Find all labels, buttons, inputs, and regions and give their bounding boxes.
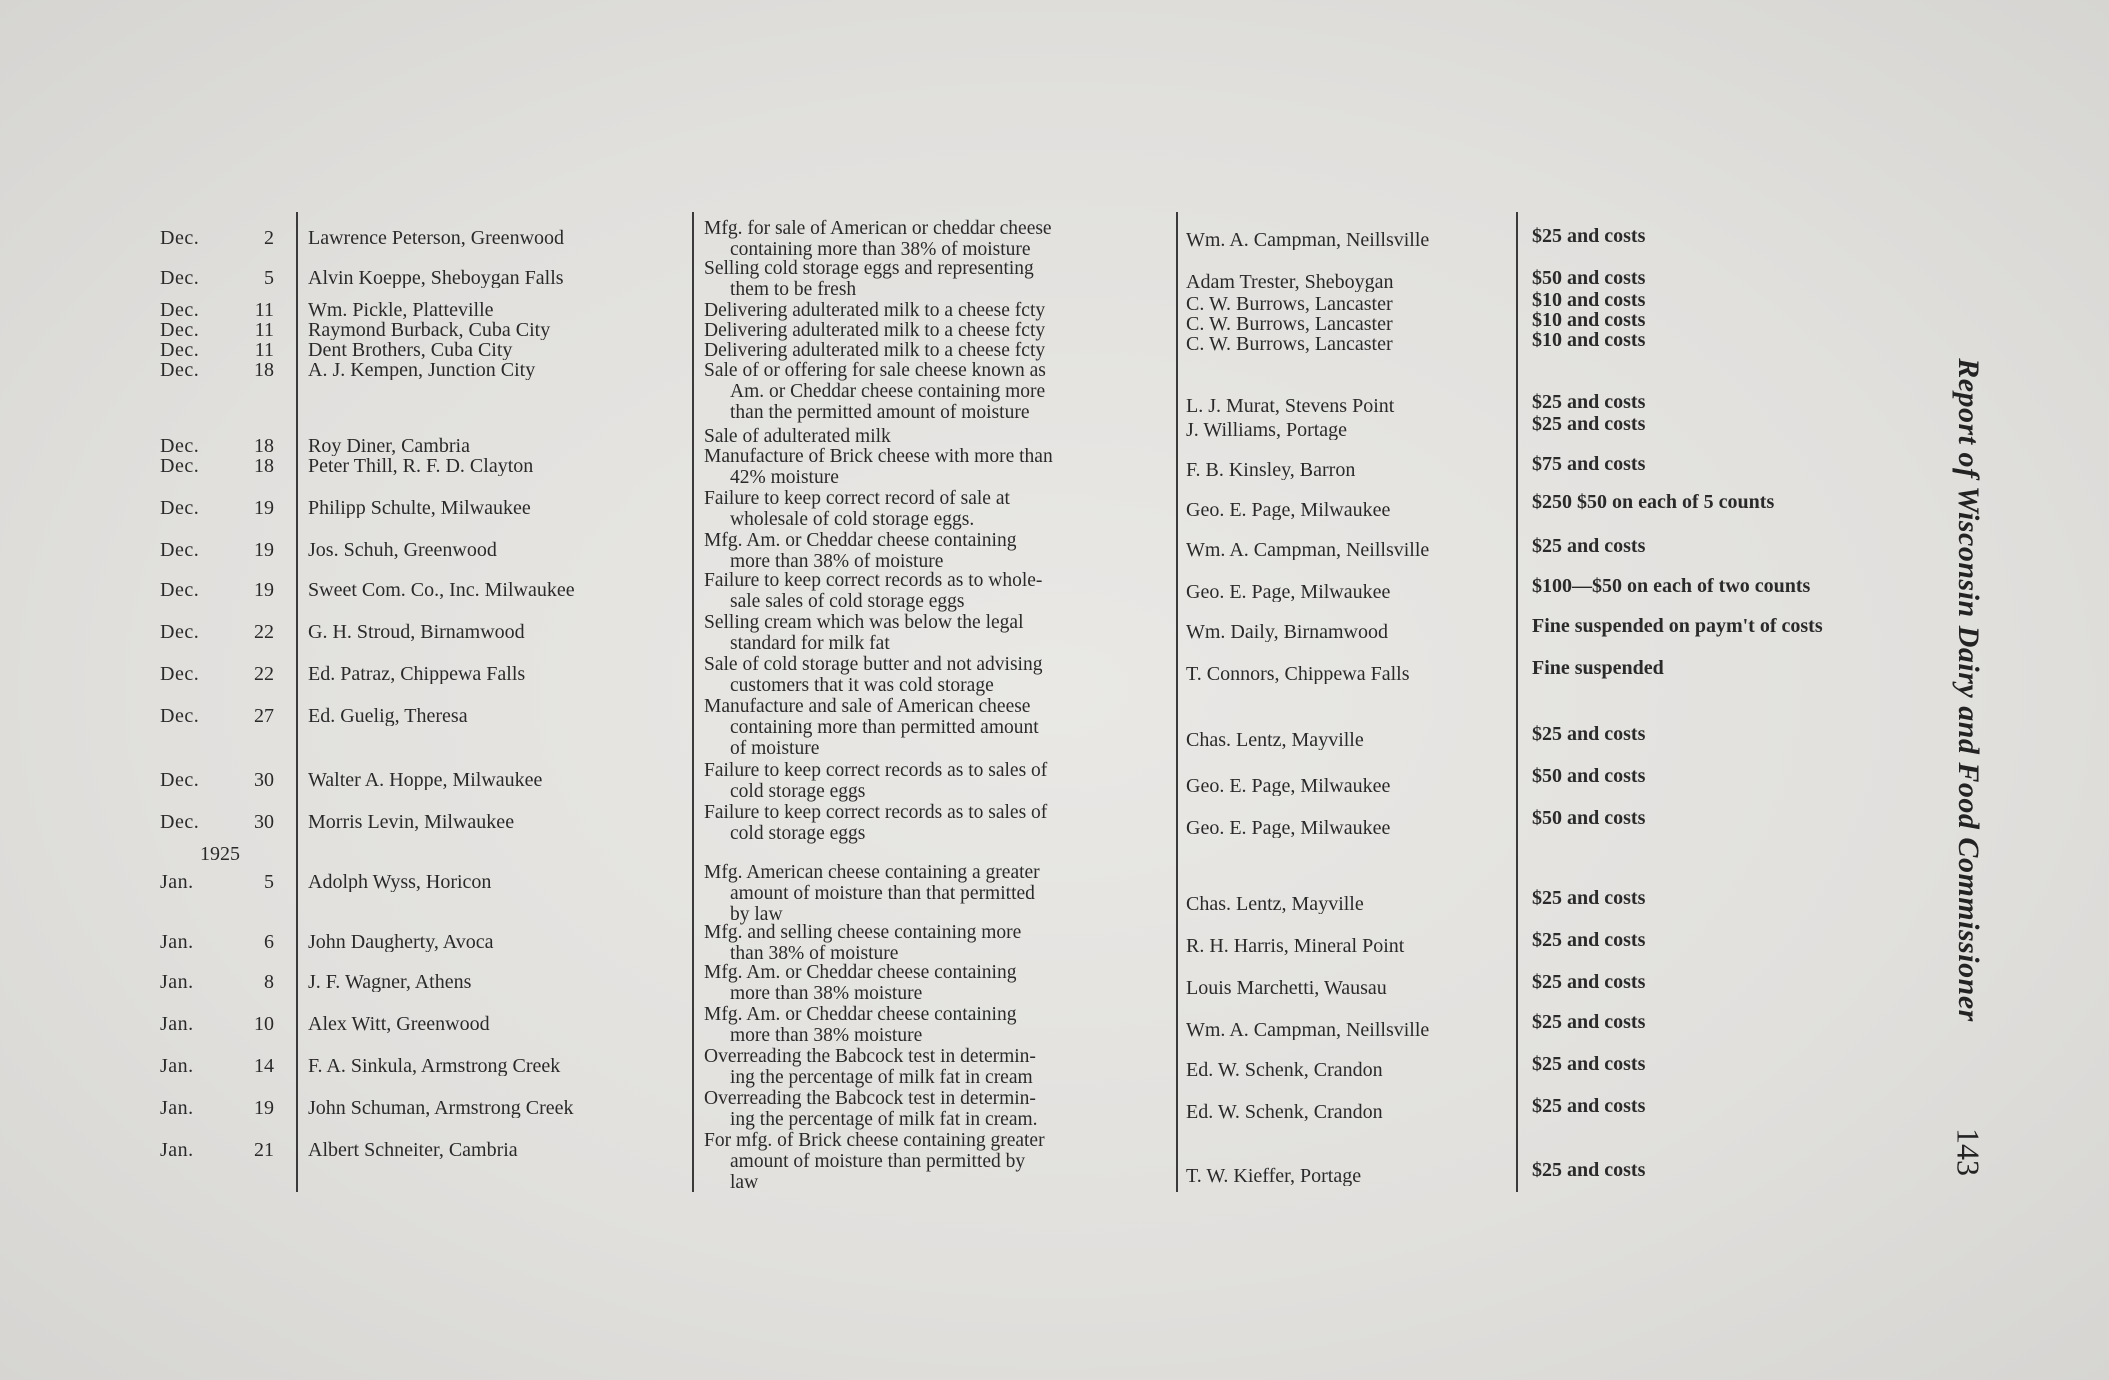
row-defendant [308,706,686,726]
row-charge [704,696,1169,759]
charge-line: Sale of cold storage butter and not advising [704,654,1043,675]
row-day: 30 [254,769,274,791]
charge-line: Sale of or offering for sale cheese known as [704,360,1046,381]
defendant-name: Ed. Guelig, Theresa [308,706,468,726]
row-disposition: Fine suspended on paym't of costs [1532,615,1823,637]
charge-line: Failure to keep correct record of sale at [704,488,1010,509]
inspector-name: T. W. Kieffer, Portage [1186,1166,1362,1186]
row-inspector [1186,396,1516,416]
inspector-name: F. B. Kinsley, Barron [1186,460,1356,480]
row-day: 11 [254,319,274,341]
row-day: 11 [254,339,274,361]
row-charge [704,360,1169,423]
row-defendant [308,580,686,600]
row-month: Dec. [160,705,200,727]
inspector-name: Wm. Daily, Birnamwood [1186,622,1389,642]
row-defendant [308,770,686,790]
defendant-name: Alvin Koeppe, Sheboygan Falls [308,268,564,288]
charge-line: Mfg. for sale of American or cheddar cheese [704,218,1052,239]
row-month: Dec. [160,539,200,561]
charge-line: Manufacture of Brick cheese with more than [704,446,1053,467]
row-inspector [1186,818,1516,838]
row-disposition: $25 and costs [1532,971,1646,993]
row-defendant [308,268,686,288]
row-charge [704,862,1169,925]
row-day: 19 [254,579,274,601]
row-inspector [1186,776,1516,796]
inspector-name: C. W. Burrows, Lancaster [1186,294,1393,314]
charge-line: Delivering adulterated milk to a cheese fcty [704,300,1046,321]
inspector-name: Wm. A. Campman, Neillsville [1186,230,1430,250]
row-inspector [1186,1102,1516,1122]
row-month: Dec. [160,769,200,791]
row-month: Jan. [160,1139,194,1161]
row-inspector [1186,230,1516,250]
row-day: 14 [254,1055,274,1077]
charge-line: Mfg. Am. or Cheddar cheese containing [704,962,1017,983]
charge-line: amount of moisture than that permitted [730,883,1035,904]
column-rule-inspector [1516,212,1518,1192]
charge-line: cold storage eggs [730,781,866,802]
charge-line: Selling cold storage eggs and representing [704,258,1034,279]
charge-line: containing more than 38% of moisture [730,239,1031,260]
defendant-name: John Schuman, Armstrong Creek [308,1098,574,1118]
charge-line: Manufacture and sale of American cheese [704,696,1031,717]
charge-line: Failure to keep correct records as to whole- [704,570,1043,591]
defendant-name: Wm. Pickle, Platteville [308,300,494,320]
charge-line: more than 38% moisture [730,983,923,1004]
row-day: 22 [254,663,274,685]
row-disposition: $25 and costs [1532,1011,1646,1033]
row-defendant [308,1014,686,1034]
charge-line: standard for milk fat [730,633,890,654]
row-month: Dec. [160,497,200,519]
row-charge [704,570,1169,612]
row-defendant [308,932,686,952]
row-disposition: $25 and costs [1532,535,1646,557]
row-inspector [1186,1020,1516,1040]
row-charge [704,922,1169,964]
defendant-name: F. A. Sinkula, Armstrong Creek [308,1056,561,1076]
inspector-name: T. Connors, Chippewa Falls [1186,664,1410,684]
row-day: 27 [254,705,274,727]
row-disposition: $50 and costs [1532,267,1646,289]
row-defendant [308,320,686,340]
charge-line: Mfg. American cheese containing a greater [704,862,1040,883]
row-charge [704,300,1169,321]
row-charge [704,218,1169,260]
row-day: 18 [254,359,274,381]
row-month: Dec. [160,455,200,477]
charge-line: Delivering adulterated milk to a cheese fcty [704,340,1046,361]
row-charge [704,654,1169,696]
inspector-name: Wm. A. Campman, Neillsville [1186,540,1430,560]
row-defendant [308,436,686,456]
inspector-name: Chas. Lentz, Mayville [1186,730,1364,750]
row-charge [704,488,1169,530]
defendant-name: Peter Thill, R. F. D. Clayton [308,456,534,476]
row-day: 6 [264,931,274,953]
row-month: Jan. [160,1013,194,1035]
inspector-name: L. J. Murat, Stevens Point [1186,396,1395,416]
defendant-name: Alex Witt, Greenwood [308,1014,490,1034]
column-rule-date [296,212,298,1192]
row-month: Jan. [160,931,194,953]
row-charge [704,760,1169,802]
row-charge [704,340,1169,361]
charge-line: For mfg. of Brick cheese containing greater [704,1130,1045,1151]
row-inspector [1186,540,1516,560]
row-day: 22 [254,621,274,643]
charge-line: wholesale of cold storage eggs. [730,509,975,530]
defendant-name: Lawrence Peterson, Greenwood [308,228,565,248]
charge-line: Delivering adulterated milk to a cheese fcty [704,320,1046,341]
charge-line: of moisture [730,738,820,759]
charge-line: Selling cream which was below the legal [704,612,1024,633]
row-inspector [1186,294,1516,314]
row-inspector [1186,582,1516,602]
running-head-title: Report of Wisconsin Dairy and Food Commissioner [1952,358,1985,1022]
defendant-name: Walter A. Hoppe, Milwaukee [308,770,543,790]
row-disposition: $25 and costs [1532,1095,1646,1117]
row-charge [704,1130,1169,1193]
charge-line: ing the percentage of milk fat in cream. [730,1109,1038,1130]
row-inspector [1186,314,1516,334]
inspector-name: Ed. W. Schenk, Crandon [1186,1102,1383,1122]
inspector-name: Geo. E. Page, Milwaukee [1186,776,1391,796]
row-charge [704,962,1169,1004]
charge-line: Sale of adulterated milk [704,426,891,447]
row-inspector [1186,1060,1516,1080]
charge-line: than the permitted amount of moisture [730,402,1030,423]
charge-line: Failure to keep correct records as to sales of [704,760,1048,781]
row-disposition: $50 and costs [1532,765,1646,787]
year-label: 1925 [200,843,240,865]
row-day: 5 [264,871,274,893]
defendant-name: Raymond Burback, Cuba City [308,320,551,340]
row-defendant [308,812,686,832]
charge-line: Mfg. and selling cheese containing more [704,922,1022,943]
row-defendant [308,1098,686,1118]
defendant-name: Roy Diner, Cambria [308,436,470,456]
charge-line: Failure to keep correct records as to sales of [704,802,1048,823]
row-defendant [308,228,686,248]
row-charge [704,1046,1169,1088]
charge-line: 42% moisture [730,467,839,488]
row-day: 19 [254,1097,274,1119]
defendant-name: G. H. Stroud, Birnamwood [308,622,525,642]
defendant-name: Morris Levin, Milwaukee [308,812,515,832]
row-disposition: $25 and costs [1532,413,1646,435]
row-inspector [1186,460,1516,480]
inspector-name: J. Williams, Portage [1186,420,1348,440]
charge-line: Overreading the Babcock test in determin- [704,1088,1036,1109]
row-month: Dec. [160,621,200,643]
row-charge [704,426,1169,447]
row-month: Jan. [160,1055,194,1077]
row-disposition: $25 and costs [1532,1159,1646,1181]
row-defendant [308,456,686,476]
row-defendant [308,1140,686,1160]
row-inspector [1186,1166,1516,1186]
row-day: 5 [264,267,274,289]
row-day: 18 [254,455,274,477]
row-month: Dec. [160,663,200,685]
row-month: Jan. [160,871,194,893]
inspector-name: C. W. Burrows, Lancaster [1186,334,1393,354]
row-inspector [1186,622,1516,642]
row-inspector [1186,978,1516,998]
row-disposition: $25 and costs [1532,929,1646,951]
charge-line: law [730,1172,759,1193]
row-charge [704,446,1169,488]
row-inspector [1186,730,1516,750]
row-inspector [1186,936,1516,956]
row-defendant [308,1056,686,1076]
row-day: 21 [254,1139,274,1161]
inspector-name: Adam Trester, Sheboygan [1186,272,1394,292]
row-disposition: $25 and costs [1532,1053,1646,1075]
row-charge [704,1088,1169,1130]
charge-line: sale sales of cold storage eggs [730,591,965,612]
row-month: Dec. [160,435,200,457]
column-rule-charge [1176,212,1178,1192]
row-disposition: $10 and costs [1532,309,1646,331]
row-month: Dec. [160,267,200,289]
row-defendant [308,300,686,320]
charge-line: than 38% of moisture [730,943,899,964]
defendant-name: John Daugherty, Avoca [308,932,494,952]
row-defendant [308,872,686,892]
row-inspector [1186,420,1516,440]
charge-line: them to be fresh [730,279,857,300]
row-disposition: $100—$50 on each of two counts [1532,575,1811,597]
row-day: 8 [264,971,274,993]
inspector-name: Geo. E. Page, Milwaukee [1186,818,1391,838]
inspector-name: C. W. Burrows, Lancaster [1186,314,1393,334]
inspector-name: Louis Marchetti, Wausau [1186,978,1387,998]
row-disposition: $250 $50 on each of 5 counts [1532,491,1775,513]
column-rule-defendant [692,212,694,1192]
row-charge [704,802,1169,844]
row-inspector [1186,664,1516,684]
row-inspector [1186,272,1516,292]
defendant-name: Adolph Wyss, Horicon [308,872,492,892]
charge-line: customers that it was cold storage [730,675,994,696]
row-inspector [1186,334,1516,354]
defendant-name: Sweet Com. Co., Inc. Milwaukee [308,580,575,600]
charge-line: ing the percentage of milk fat in cream [730,1067,1033,1088]
charge-line: by law [730,904,783,925]
row-month: Jan. [160,971,194,993]
row-month: Dec. [160,227,200,249]
charge-line: more than 38% moisture [730,1025,923,1046]
row-inspector [1186,500,1516,520]
row-disposition: $25 and costs [1532,887,1646,909]
row-day: 11 [254,299,274,321]
row-day: 19 [254,497,274,519]
row-disposition: $10 and costs [1532,289,1646,311]
defendant-name: Albert Schneiter, Cambria [308,1140,518,1160]
row-disposition: $10 and costs [1532,329,1646,351]
row-defendant [308,340,686,360]
charge-line: Overreading the Babcock test in determin- [704,1046,1036,1067]
page-number: 143 [1950,1128,1987,1176]
row-defendant [308,972,686,992]
row-month: Dec. [160,299,200,321]
row-disposition: $75 and costs [1532,453,1646,475]
row-month: Jan. [160,1097,194,1119]
row-month: Dec. [160,339,200,361]
row-defendant [308,360,686,380]
row-defendant [308,498,686,518]
inspector-name: R. H. Harris, Mineral Point [1186,936,1405,956]
inspector-name: Wm. A. Campman, Neillsville [1186,1020,1430,1040]
defendant-name: A. J. Kempen, Junction City [308,360,536,380]
defendant-name: Dent Brothers, Cuba City [308,340,513,360]
row-month: Dec. [160,359,200,381]
inspector-name: Ed. W. Schenk, Crandon [1186,1060,1383,1080]
row-defendant [308,664,686,684]
charge-line: amount of moisture than permitted by [730,1151,1026,1172]
inspector-name: Chas. Lentz, Mayville [1186,894,1364,914]
charge-line: more than 38% of moisture [730,551,944,572]
row-charge [704,320,1169,341]
row-month: Dec. [160,811,200,833]
row-disposition: Fine suspended [1532,657,1664,679]
row-day: 10 [254,1013,274,1035]
charge-line: cold storage eggs [730,823,866,844]
row-disposition: $25 and costs [1532,391,1646,413]
defendant-name: Jos. Schuh, Greenwood [308,540,497,560]
defendant-name: Ed. Patraz, Chippewa Falls [308,664,526,684]
row-day: 19 [254,539,274,561]
row-month: Dec. [160,319,200,341]
row-defendant [308,622,686,642]
row-disposition: $25 and costs [1532,723,1646,745]
inspector-name: Geo. E. Page, Milwaukee [1186,582,1391,602]
row-charge [704,612,1169,654]
row-charge [704,530,1169,572]
row-month: Dec. [160,579,200,601]
row-day: 18 [254,435,274,457]
row-day: 2 [264,227,274,249]
charge-line: containing more than permitted amount [730,717,1039,738]
row-day: 30 [254,811,274,833]
row-charge [704,258,1169,300]
row-inspector [1186,894,1516,914]
defendant-name: J. F. Wagner, Athens [308,972,472,992]
inspector-name: Geo. E. Page, Milwaukee [1186,500,1391,520]
row-charge [704,1004,1169,1046]
row-disposition: $25 and costs [1532,225,1646,247]
row-disposition: $50 and costs [1532,807,1646,829]
charge-line: Mfg. Am. or Cheddar cheese containing [704,1004,1017,1025]
row-defendant [308,540,686,560]
defendant-name: Philipp Schulte, Milwaukee [308,498,531,518]
charge-line: Am. or Cheddar cheese containing more [730,381,1046,402]
charge-line: Mfg. Am. or Cheddar cheese containing [704,530,1017,551]
